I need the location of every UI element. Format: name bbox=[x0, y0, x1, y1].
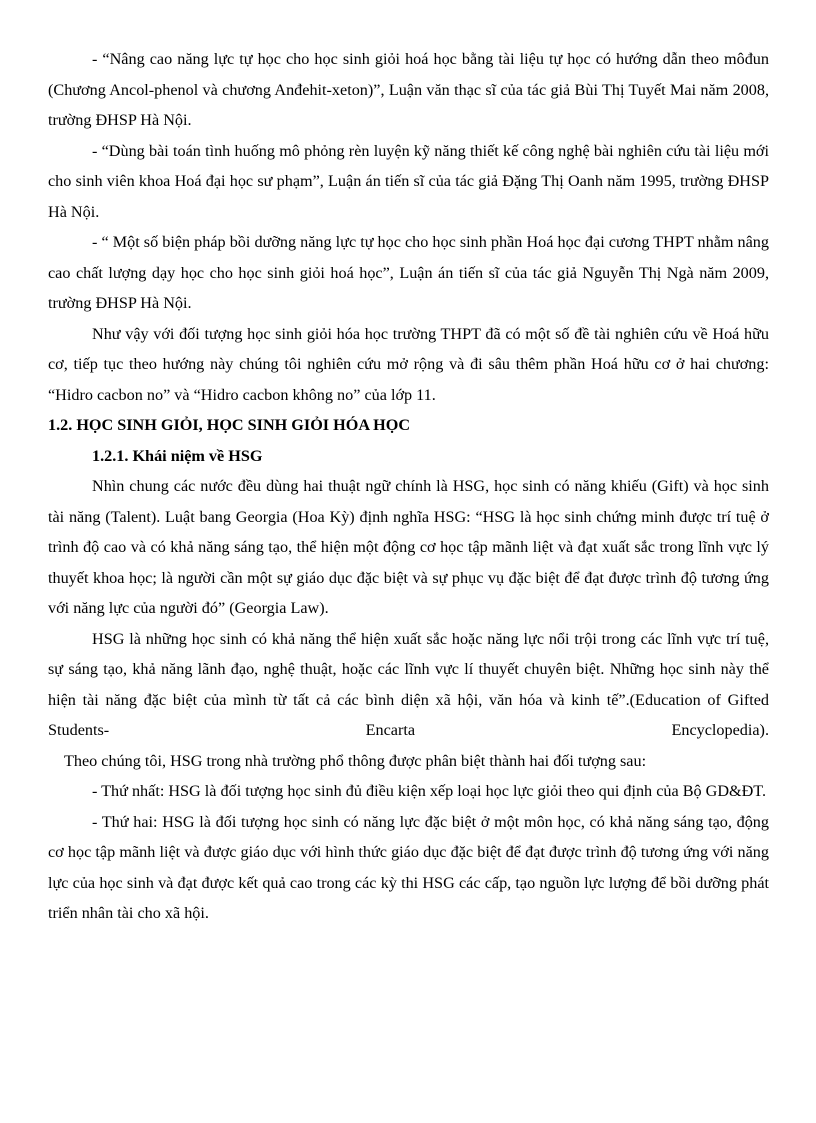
paragraph-thesis-nguyen-thi-nga: - “ Một số biện pháp bồi dưỡng năng lực tự học cho học sinh phần Hoá học đại cương THPT nhằm nâng cao chất lượng dạy học cho học sinh giỏi hoá học”, Luận án tiến sĩ của tác giả Nguyễn Thị Ngà năm 2009, trường ĐHSP Hà Nội. bbox=[48, 233, 769, 312]
paragraph-thesis-dang-thi-oanh: - “Dùng bài toán tình huống mô phỏng rèn luyện kỹ năng thiết kế công nghệ bài nghiên cứu tài liệu mới cho sinh viên khoa Hoá đại học sư phạm”, Luận án tiến sĩ của tác giả Đặng Thị Oanh năm 1995, trường ĐHSP Hà Nội. bbox=[48, 141, 769, 221]
subsection-heading-1-2-1: 1.2.1. Khái niệm về HSG bbox=[92, 446, 263, 465]
section-heading-1-2: 1.2. HỌC SINH GIỎI, HỌC SINH GIỎI HÓA HỌC bbox=[48, 416, 411, 434]
paragraph-first-group: - Thứ nhất: HSG là đối tượng học sinh đủ điều kiện xếp loại học lực giỏi theo qui định của Bộ GD&ĐT. bbox=[92, 782, 767, 800]
paragraph-hsg-abilities: HSG là những học sinh có khả năng thể hiện xuất sắc hoặc năng lực nổi trội trong các lĩnh vực trí tuệ, sự sáng tạo, khả năng lãnh đạo, nghệ thuật, hoặc các lĩnh vực lí thuyết chuyên biệt. Những học sinh này thể hiện tài năng đặc biệt của mình từ tất cả các bình diện xã hội, văn hóa và kinh tế”.(Education of Gifted Students- Encarta Encyclopedia). bbox=[48, 629, 769, 739]
paragraph-hsg-two-groups: Theo chúng tôi, HSG trong nhà trường phổ thông được phân biệt thành hai đối tượng sau: bbox=[64, 751, 647, 770]
paragraph-second-group: - Thứ hai: HSG là đối tượng học sinh có năng lực đặc biệt ở một môn học, có khả năng sáng tạo, động cơ học tập mãnh liệt và được giáo dục với hình thức giáo dục đặc biệt để đạt được trình độ tương ứng với năng lực của học sinh và đạt được kết quả cao trong các kỳ thi HSG các cấp, tạo nguồn lực lượng để bồi dưỡng phát triển nhân tài cho xã hội. bbox=[48, 812, 769, 922]
paragraph-thesis-bui-thi-tuyet-mai: - “Nâng cao năng lực tự học cho học sinh giỏi hoá học bằng tài liệu tự học có hướng dẫn theo môđun (Chương Ancol-phenol và chương Anđehit-xeton)”, Luận văn thạc sĩ của tác giả Bùi Thị Tuyết Mai năm 2008, trường ĐHSP Hà Nội. bbox=[48, 50, 769, 129]
paragraph-hsg-definition: Nhìn chung các nước đều dùng hai thuật ngữ chính là HSG, học sinh có năng khiếu (Gift) và học sinh tài năng (Talent). Luật bang Georgia (Hoa Kỳ) định nghĩa HSG: “HSG là học sinh chứng minh được trí tuệ ở trình độ cao và có khả năng sáng tạo, thể hiện một động cơ học tập mãnh liệt và đạt xuất sắc trong lĩnh vực lý thuyết khoa học; là người cần một sự giáo dục đặc biệt và sự phục vụ đặc biệt để đạt được trình độ tương ứng với năng lực của người đó” (Georgia Law). bbox=[48, 477, 769, 617]
paragraph-research-direction: Như vậy với đối tượng học sinh giỏi hóa học trường THPT đã có một số đề tài nghiên cứu về Hoá hữu cơ, tiếp tục theo hướng này chúng tôi nghiên cứu mở rộng và đi sâu thêm phần Hoá hữu cơ ở hai chương: “Hidro cacbon no” và “Hidro cacbon không no” của lớp 11. bbox=[48, 324, 769, 404]
document-page bbox=[48, 44, 769, 929]
